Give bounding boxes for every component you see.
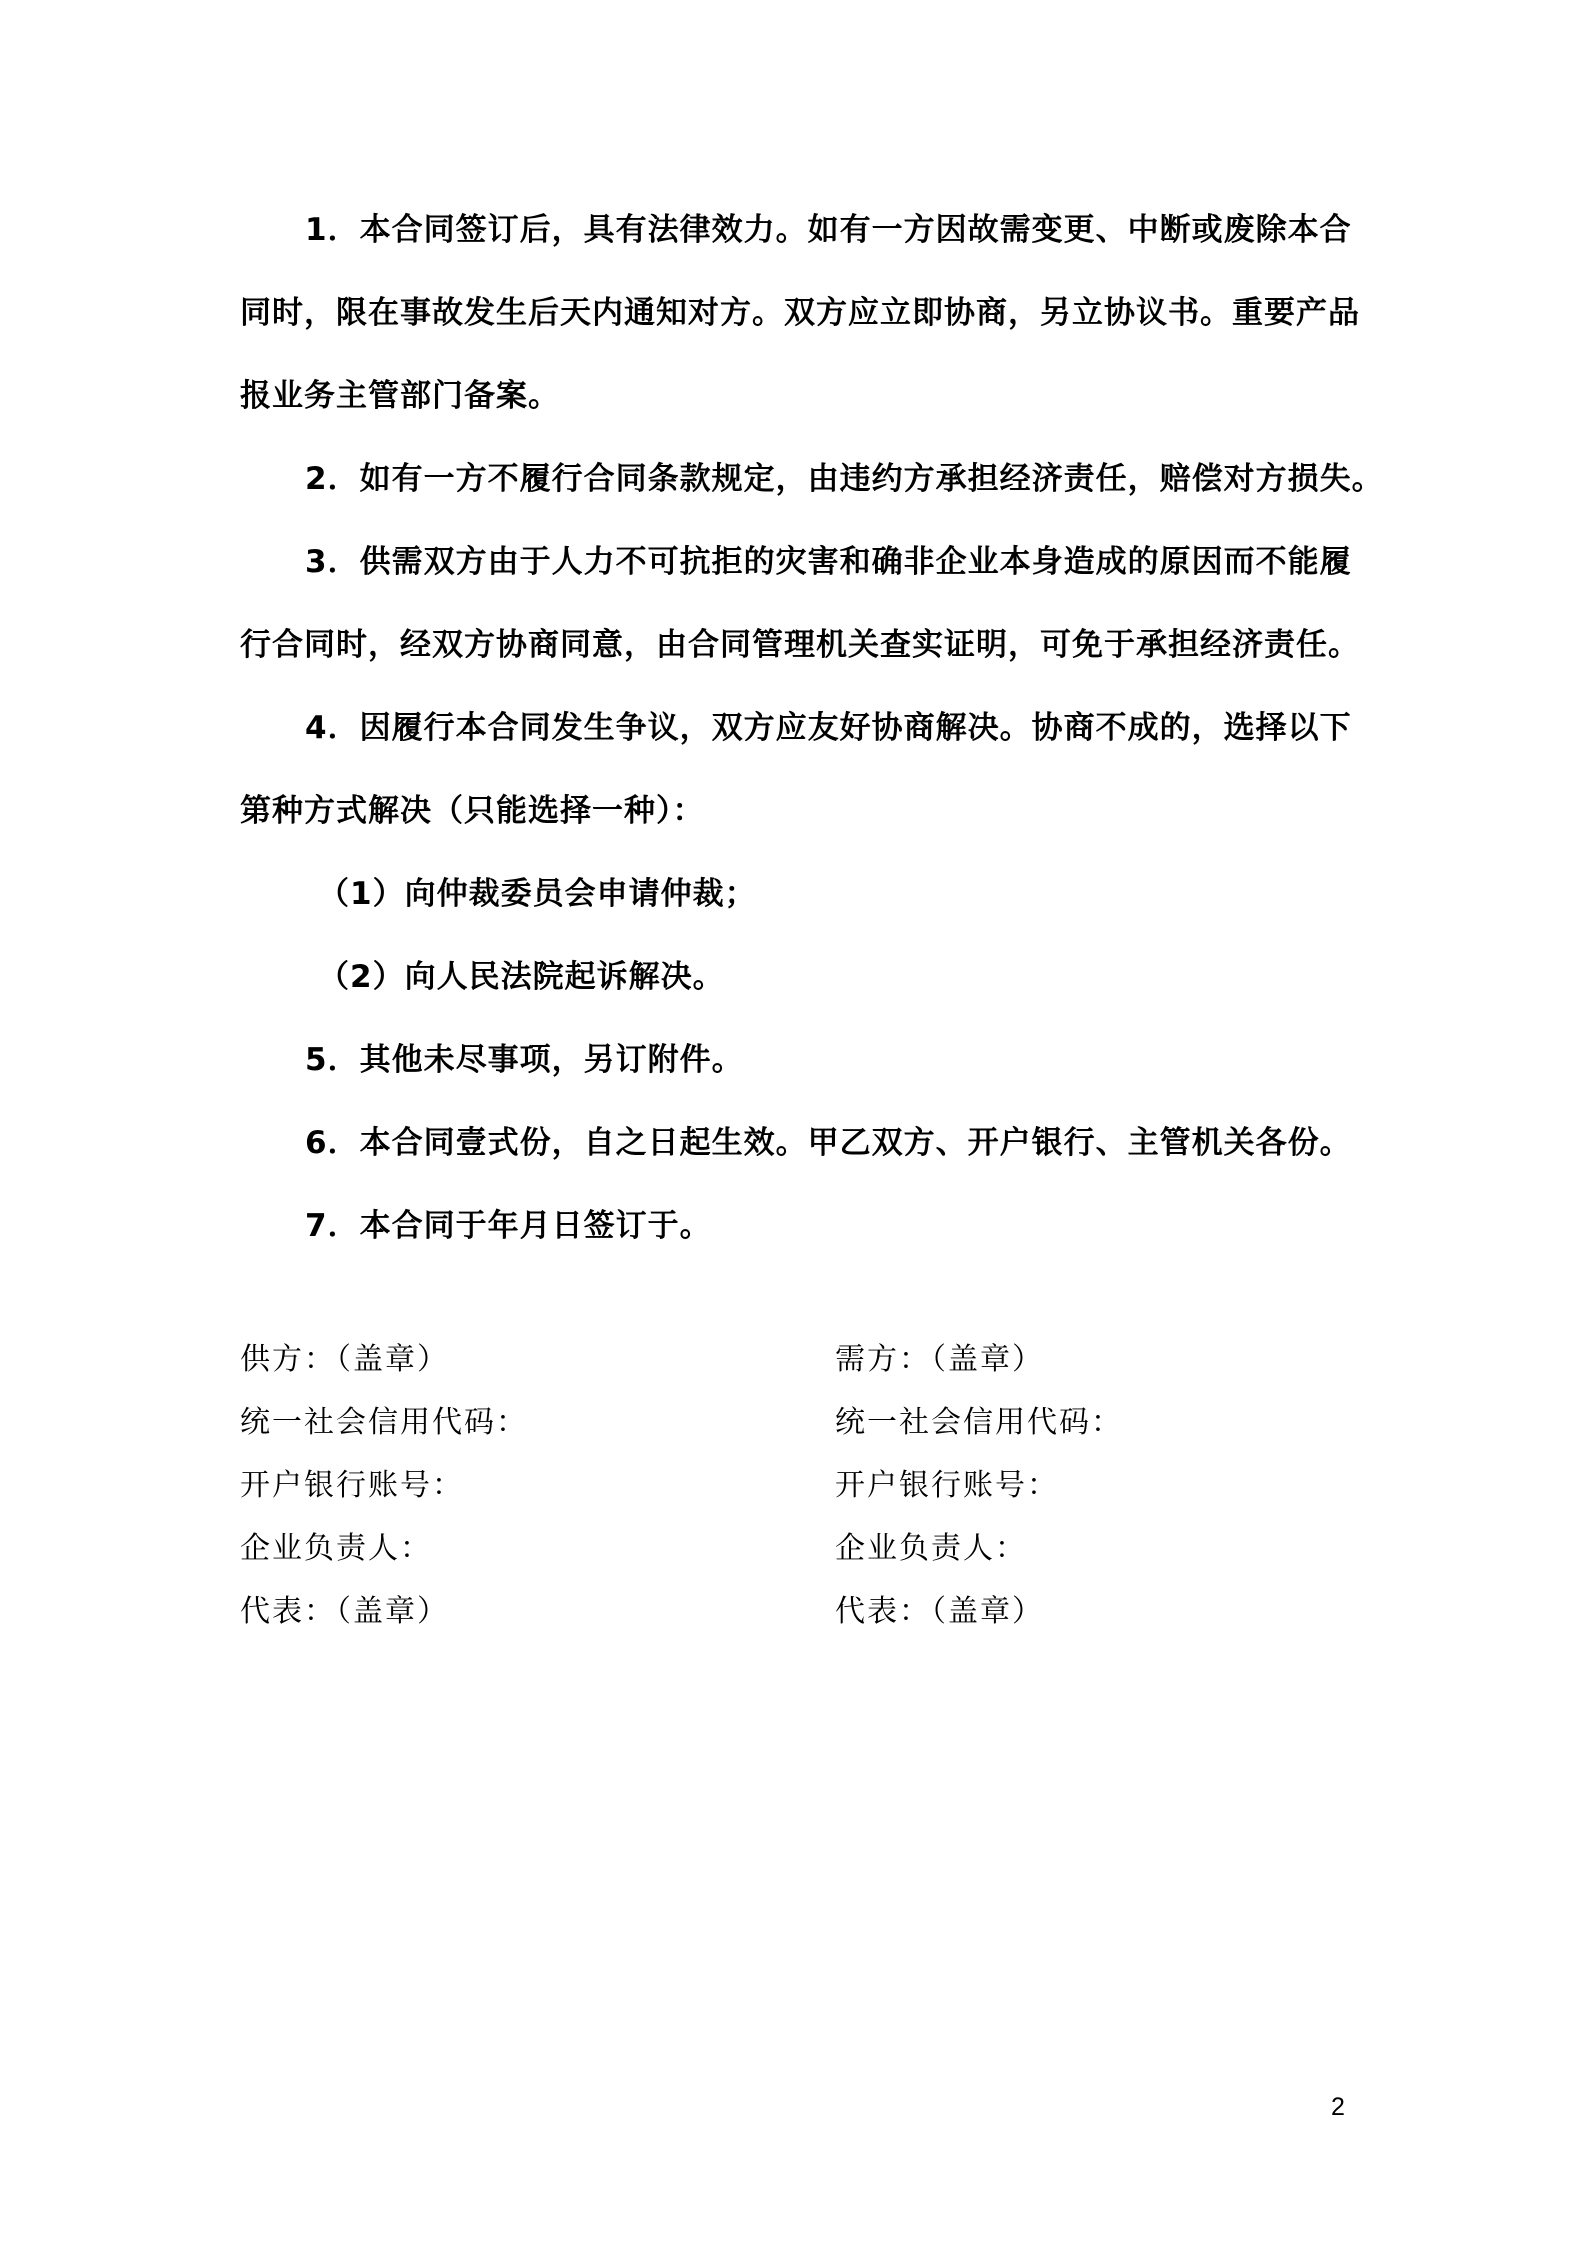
- clause-1-line-2: 同时，限在事故发生后天内通知对方。双方应立即协商，另立协议书。重要产品: [240, 295, 1360, 331]
- clause-3-line-1: 3．供需双方由于人力不可抗拒的灾害和确非企业本身造成的原因而不能履: [305, 544, 1352, 580]
- buyer-leader-label: 企业负责人：: [835, 1531, 1027, 1566]
- clause-1-line-1: 1．本合同签订后，具有法律效力。如有一方因故需变更、中断或废除本合: [305, 212, 1352, 248]
- clause-4-line-2: 第种方式解决（只能选择一种）：: [240, 793, 705, 829]
- clause-3-line-2: 行合同时，经双方协商同意，由合同管理机关查实证明，可免于承担经济责任。: [240, 627, 1360, 663]
- supplier-leader-label: 企业负责人：: [240, 1531, 432, 1566]
- clause-4-line-1: 4．因履行本合同发生争议，双方应友好协商解决。协商不成的，选择以下: [305, 710, 1352, 746]
- supplier-representative-label: 代表：（盖章）: [240, 1594, 449, 1629]
- buyer-representative-label: 代表：（盖章）: [835, 1594, 1044, 1629]
- supplier-party-label: 供方：（盖章）: [240, 1342, 449, 1377]
- clause-4-option-2: （2）向人民法院起诉解决。: [318, 959, 725, 995]
- clause-4-option-1: （1）向仲裁委员会申请仲裁；: [318, 876, 757, 912]
- clause-5-line-1: 5．其他未尽事项，另订附件。: [305, 1042, 744, 1078]
- clause-6-line-1: 6．本合同壹式份，自之日起生效。甲乙双方、开户银行、主管机关各份。: [305, 1125, 1352, 1161]
- clause-2-line-1: 2．如有一方不履行合同条款规定，由违约方承担经济责任，赔偿对方损失。: [305, 461, 1384, 497]
- buyer-party-label: 需方：（盖章）: [835, 1342, 1044, 1377]
- buyer-bank-account-label: 开户银行账号：: [835, 1468, 1059, 1503]
- clause-7-line-1: 7．本合同于年月日签订于。: [305, 1208, 712, 1244]
- page-number: 2: [1331, 2093, 1345, 2121]
- supplier-credit-code-label: 统一社会信用代码：: [240, 1405, 528, 1440]
- supplier-bank-account-label: 开户银行账号：: [240, 1468, 464, 1503]
- clause-1-line-3: 报业务主管部门备案。: [240, 378, 560, 414]
- buyer-credit-code-label: 统一社会信用代码：: [835, 1405, 1123, 1440]
